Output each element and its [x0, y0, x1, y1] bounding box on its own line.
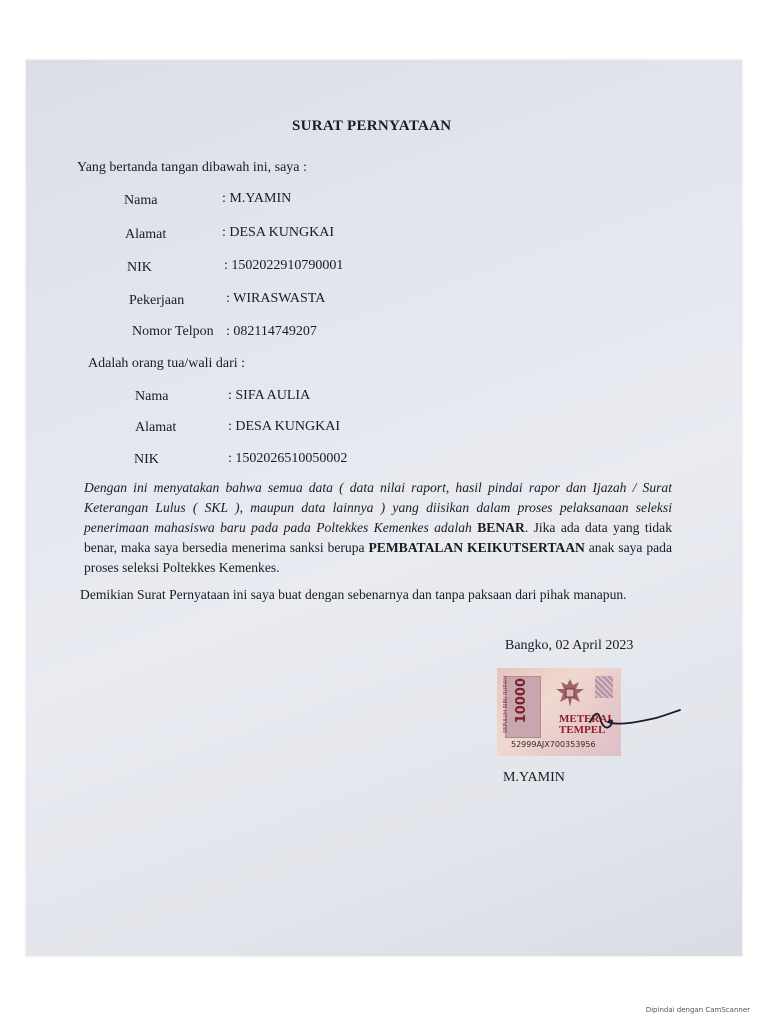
handwritten-signature: [588, 700, 683, 740]
statement-paragraph: [84, 478, 672, 578]
signer-nik-label: NIK: [127, 260, 152, 275]
child-nik-value: : 1502026510050002: [228, 451, 348, 466]
stamp-value: 10000: [514, 678, 529, 724]
intro-text: Yang bertanda tangan dibawah ini, saya :: [77, 160, 307, 175]
child-address-value: : DESA KUNGKAI: [228, 419, 340, 434]
statement-bold-benar: BENAR: [477, 520, 525, 535]
signer-name-value: : M.YAMIN: [222, 191, 292, 206]
signer-name-signature: M.YAMIN: [503, 770, 565, 785]
stamp-label: METERAI TEMPEL: [559, 713, 612, 736]
child-name-value: : SIFA AULIA: [228, 388, 311, 403]
child-nik-label: NIK: [134, 452, 159, 467]
document-title: SURAT PERNYATAAN: [292, 118, 452, 134]
statement-part-2: . Jika ada data yang tidak benar, maka saya bersedia menerima sanksi berupa: [84, 520, 672, 555]
stamp-code: 52999AJX700353956: [511, 740, 596, 749]
signer-address-value: : DESA KUNGKAI: [222, 225, 334, 240]
child-intro-text: Adalah orang tua/wali dari :: [88, 356, 246, 371]
statement-bold-pembatalan: PEMBATALAN KEIKUTSERTAAN: [368, 540, 585, 555]
signer-phone-value: : 082114749207: [226, 324, 317, 339]
signer-phone-label: Nomor Telpon: [132, 324, 214, 339]
garuda-emblem-icon: [553, 676, 587, 710]
signer-name-label: Nama: [124, 193, 158, 208]
stamp-pattern: [595, 676, 613, 698]
closing-paragraph: Demikian Surat Pernyataan ini saya buat dengan sebenarnya dan tanpa paksaan dari pihak manapun.: [80, 587, 627, 602]
statement-part-1: Dengan ini menyatakan bahwa semua data ( data nilai raport, hasil pindai rapor dan Ijazah / Surat Keterangan Lulus ( SKL ), maupun data lainnya ) yang diisikan dalam proses pelaksanaan seleksi penerimaan mahasiswa baru pada pada Poltekkes Kemenkes adalah: [84, 480, 672, 535]
signer-nik-value: : 1502022910790001: [224, 258, 344, 273]
place-date: Bangko, 02 April 2023: [505, 638, 634, 653]
child-address-label: Alamat: [135, 420, 177, 435]
statement-part-3: anak saya pada proses seleksi Poltekkes Kemenkes.: [84, 540, 672, 575]
signer-job-value: : WIRASWASTA: [226, 291, 326, 306]
signer-address-label: Alamat: [125, 227, 167, 242]
stamp-side-text: SEPULUH RIBU RUPIAH: [503, 676, 509, 733]
scanner-watermark: Dipindai dengan CamScanner: [645, 1006, 750, 1014]
child-name-label: Nama: [135, 389, 169, 404]
signer-job-label: Pekerjaan: [129, 293, 185, 308]
